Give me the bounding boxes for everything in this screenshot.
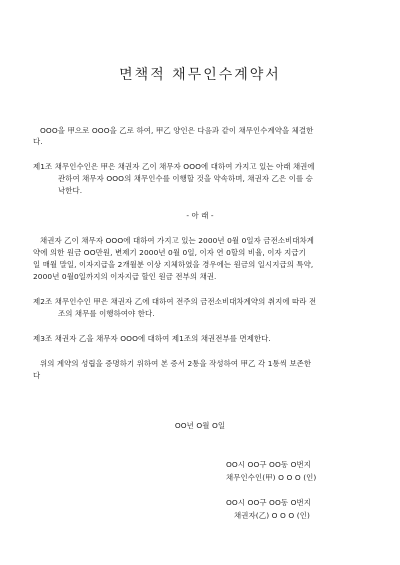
intro-line-2: 다. (33, 137, 43, 146)
intro-line-1: OOO을 甲으로 OOO을 乙로 하여, 甲乙 양인은 다음과 같이 채무인수계약을 체결한 (40, 126, 314, 135)
party2-signature: 채권자(乙) O O O (인) (234, 511, 310, 520)
document-title: 면책적 채무인수계약서 (119, 67, 281, 83)
article1-line-3: 낙한다. (58, 186, 83, 195)
claim-line-1: 채권자 乙이 채무자 OOO에 대하여 가지고 있는 2000년 0월 0일자 금전소비대차계 (40, 236, 315, 245)
closing-line-1: 위의 계약의 성립을 증명하기 위하여 본 증서 2통을 작성하여 甲乙 각 1통씩 보존한 (40, 359, 312, 368)
claim-line-4: 2000년 0월0일까지의 이자지급 할인 원금 전부의 채권. (33, 272, 217, 281)
party1-signature: 채무인수인(甲) O O O (인) (226, 473, 317, 482)
contract-date: OO년 O월 O일 (174, 421, 226, 430)
article2-line-2: 조의 채무를 이행하여야 한다. (58, 309, 155, 318)
closing-line-2: 다 (33, 371, 41, 380)
notice-heading: - 아 래 - (186, 211, 214, 220)
article2-line-1: 제2조 채무인수인 甲은 채권자 乙에 대하여 전주의 금전소비대차계약의 취지에 따라 전 (33, 297, 317, 306)
party2-address: OO시 OO구 OO동 O번지 (226, 498, 311, 507)
claim-line-2: 약에 의한 원금 OO만원, 변제기 2000년 0월 0일, 이자 연 0할의 비율, 이자 지급기 (33, 248, 306, 257)
party1-address: OO시 OO구 OO동 O번지 (226, 460, 311, 469)
claim-line-3: 일 매월 말일, 이자지급을 2개월분 이상 지체하였을 경우에는 원금의 일시지급의 특약, (33, 260, 314, 269)
article1-line-2: 관하여 채무자 OOO의 채무인수를 이행할 것을 약속하며, 채권자 乙은 이를 승 (58, 174, 313, 183)
article1-line-1: 제1조 채무인수인은 甲은 채권자 乙이 채무자 OOO에 대하여 가지고 있는 아래 채권에 (33, 162, 315, 171)
article3-line: 제3조 채권자 乙을 채무자 OOO에 대하여 제1조의 채권전부를 면제한다. (33, 334, 271, 343)
